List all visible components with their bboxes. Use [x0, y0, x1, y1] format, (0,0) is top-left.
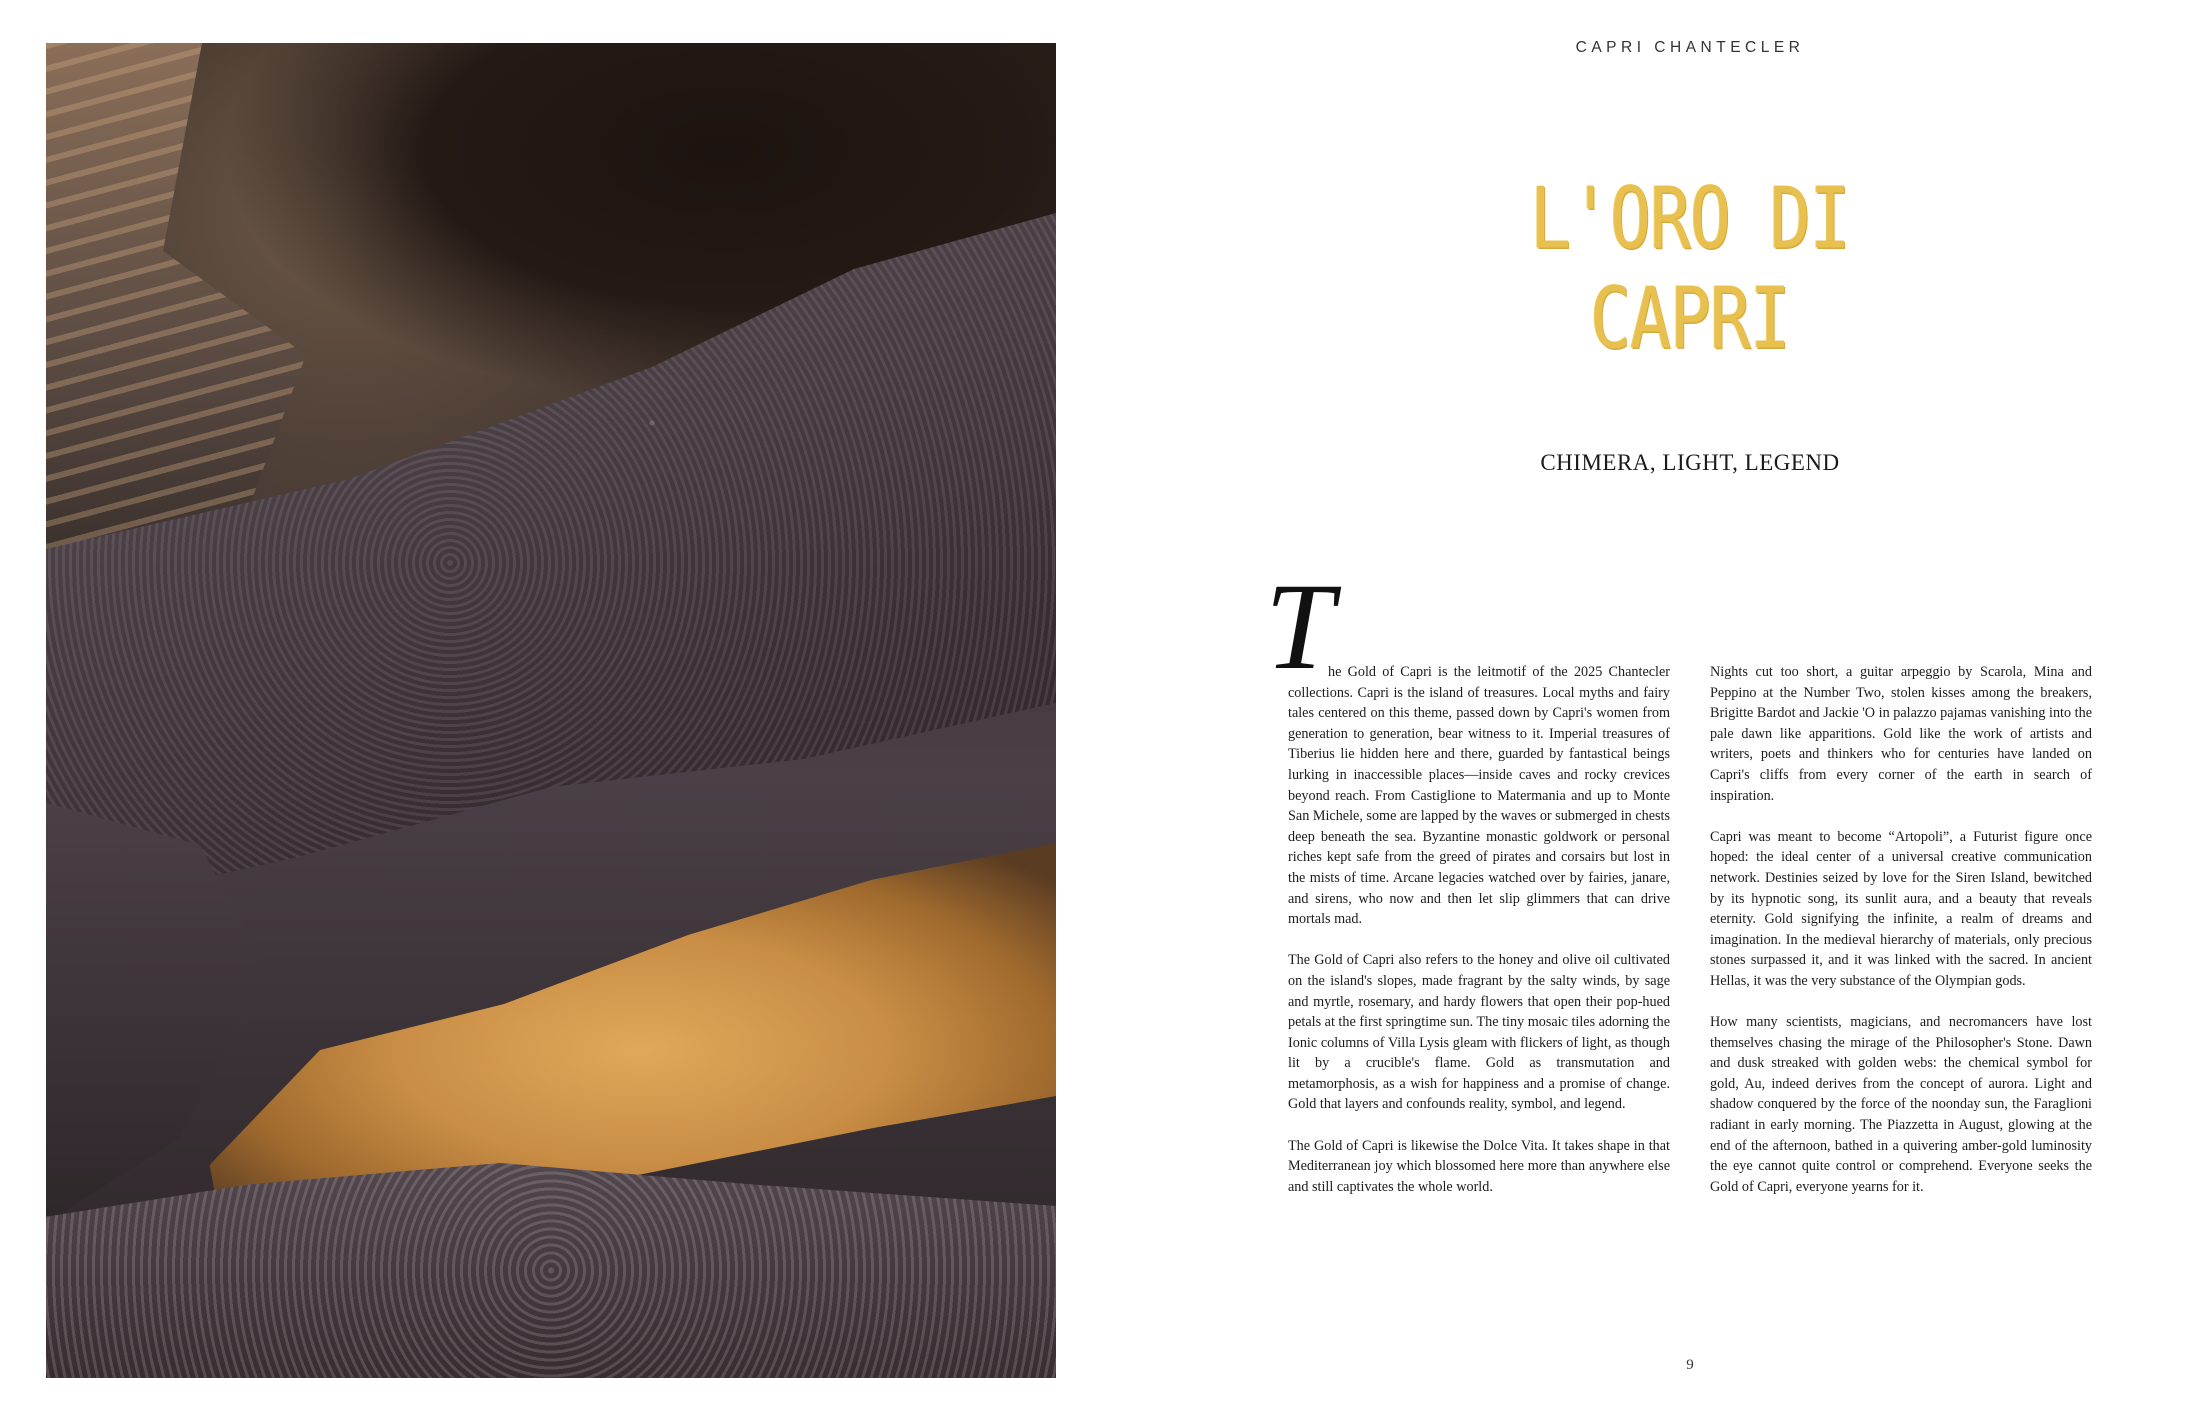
text-column-right: [1710, 662, 2092, 1218]
paragraph: he Gold of Capri is the leitmotif of the 2025 Chantecler collections. Capri is the island of treasures. Local myths and fairy tales centered on this theme, passed down by Capri's women from generation to generation, bear witness to it. Imperial treasures of Tiberius lie hidden here and there, guarded by fantastical beings lurking in inaccessible places—inside caves and rocky crevices beyond reach. From Castiglione to Matermania and up to Monte San Michele, some are lapped by the waves or submerged in chests deep beneath the sea. Byzantine monastic goldwork or personal riches kept safe from the greed of pirates and corsairs but lost in the mists of time. Arcane legacies watched over by fairies, janare, and sirens, who now and then let slip glimmers that can drive mortals mad.: [1288, 664, 1670, 928]
paragraph: Nights cut too short, a guitar arpeggio by Scarola, Mina and Peppino at the Number Two, stolen kisses among the breakers, Brigitte Bardot and Jackie 'O in palazzo pajamas vanishing into the pale dawn like apparitions. Gold like the work of artists and writers, poets and thinkers who for centuries have landed on Capri's cliffs from every corner of the earth in search of inspiration.: [1710, 664, 2092, 804]
article-subtitle: CHIMERA, LIGHT, LEGEND: [1540, 450, 1840, 475]
text-column-left: [1288, 662, 1670, 1218]
photo-rock-bottom: [46, 1163, 1056, 1378]
article-title: L'ORO DI CAPRI: [1530, 170, 1850, 369]
paragraph: Capri was meant to become “Artopoli”, a Futurist figure once hoped: the ideal center of a universal creative communication network. Destinies seized by love for the Siren Island, bewitched by its hypnotic song, its sunlit aura, and a beauty that reveals eternity. Gold signifying the infinite, a realm of dreams and imagination. In the medieval hierarchy of materials, only precious stones surpassed it, and it was linked with the sacred. In ancient Hellas, it was the very substance of the Olympian gods.: [1710, 828, 2092, 989]
paragraph: How many scientists, magicians, and necromancers have lost themselves chasing the mirage of the Philosopher's Stone. Dawn and dusk streaked with golden webs: the chemical symbol for gold, Au, indeed derives from the concept of aurora. Light and shadow conquered by the force of the noonday sun, the Faraglioni radiant in early morning. The Piazzetta in August, glowing at the end of the afternoon, bathed in a quivering amber-gold luminosity the eye cannot quite control or comprehend. Everyone seeks the Gold of Capri, everyone yearns for it.: [1710, 1014, 2092, 1195]
page-number: 9: [1686, 1357, 1694, 1373]
paragraph: The Gold of Capri also refers to the honey and olive oil cultivated on the island's slopes, made fragrant by the salty winds, by sage and myrtle, rosemary, and hardy flowers that open their pop-hued petals at the first springtime sun. The tiny mosaic tiles adorning the Ionic columns of Villa Lysis gleam with flickers of light, as though lit by a crucible's flame. Gold as transmutation and metamorphosis, as a wish for happiness and a promise of change. Gold that layers and confounds reality, symbol, and legend.: [1288, 952, 1670, 1113]
running-head: CAPRI CHANTECLER: [1575, 39, 1805, 56]
rock-pool-photo: [46, 43, 1056, 1378]
drop-cap: T: [1265, 558, 1334, 695]
paragraph: The Gold of Capri is likewise the Dolce Vita. It takes shape in that Mediterranean joy which blossomed here more than anywhere else and still captivates the whole world.: [1288, 1137, 1670, 1195]
